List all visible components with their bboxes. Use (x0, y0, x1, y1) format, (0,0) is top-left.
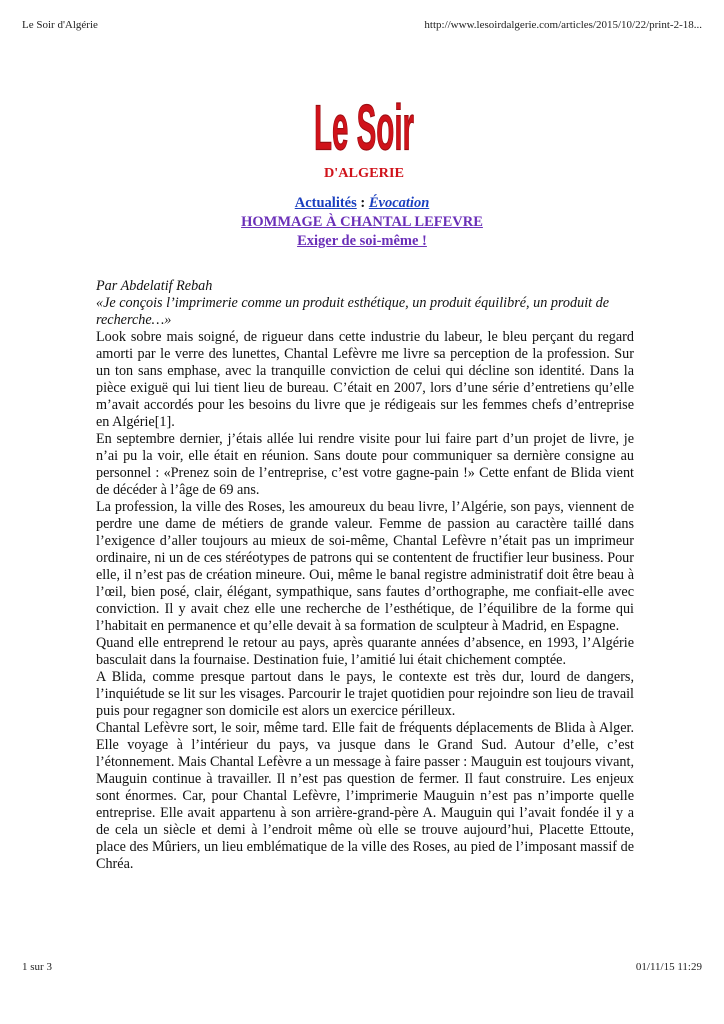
article-quote: «Je conçois l’imprimerie comme un produit esthétique, un produit équilibré, un produit de recherche…» (96, 295, 610, 328)
article-kicker: HOMMAGE À CHANTAL LEFEVRE (241, 214, 483, 230)
print-datetime: 01/11/15 11:29 (635, 961, 702, 973)
print-header (22, 19, 702, 31)
article-author: Par Abdelatif Rebah (96, 278, 213, 294)
logo-sub-text: D'ALGERIE (324, 166, 404, 181)
article-paragraph: En septembre dernier, j’étais allée lui rendre visite pour lui faire part d’un projet de livre, je n’ai pu la voir, elle était en réunion. Sans doute pour communiquer sa dernière consigne au personnel : «Prenez soin de l’entreprise, c’est votre gagne-pain !» Cette enfant de Blida vient de décéder à l’âge de 69 ans. (96, 431, 634, 498)
breadcrumb (0, 194, 724, 213)
article-headings (0, 194, 724, 251)
print-header-url: http://www.lesoirdalgerie.com/articles/2015/10/22/print-2-18... (424, 19, 702, 31)
article-paragraph: A Blida, comme presque partout dans le pays, le contexte est très dur, lourd de dangers, l’inquiétude se lit sur les visages. Parcourir le trajet quotidien pour rejoindre son lieu de travail puis pour regagner son domicile est alors un exercice périlleux. (96, 669, 634, 719)
article-paragraph: Look sobre mais soigné, de rigueur dans cette industrie du labeur, le bleu perçant du regard amorti par le verre des lunettes, Chantal Lefèvre me livre sa perception de la profession. Sur un ton sans emphase, avec la tranquille conviction de celui qui décline son identité. Dans la pièce exiguë qui lui tient lieu de bureau. C’était en 2007, lors d’une série d’entretiens qu’elle m’avait accordés pour les besoins du livre que je rédigeais sur les femmes chefs d’entreprise en Algérie[1]. (96, 329, 634, 430)
subsection-label: Évocation (368, 195, 430, 211)
print-footer (22, 961, 702, 973)
section-link[interactable]: Actualités (294, 195, 357, 211)
article-paragraph: La profession, la ville des Roses, les amoureux du beau livre, l’Algérie, son pays, viennent de perdre une dame de métiers de grande valeur. Femme de passion au caractère taillé dans l’exigence d’aller toujours au mieux de soi-même, Chantal Lefèvre n’était pas un imprimeur ordinaire, ni un de ces stéréotypes de patrons qui se contentent de fructifier leur business. Pour elle, il n’est pas de création mineure. Oui, même le banal registre administratif doit être beau à l’œil, bien posé, clair, élégant, sympathique, sans fautes d’orthographe, me confiait-elle avec conviction. Il y avait chez elle une recherche de l’esthétique, de l’équilibre de la forme qui l’habitait en permanence et qu’elle devait à sa formation de sculpteur à Madrid, en Espagne. (96, 499, 634, 634)
logo-main-text: Le Soir (314, 91, 414, 164)
subsection-link[interactable] (369, 195, 429, 211)
page-number: 1 sur 3 (22, 961, 52, 973)
article-body (96, 278, 634, 873)
print-header-site: Le Soir d'Algérie (22, 19, 98, 31)
newspaper-logo (312, 88, 416, 180)
article-paragraph: Chantal Lefèvre sort, le soir, même tard. Elle fait de fréquents déplacements de Blida à Alger. Elle voyage à l’intérieur du pays, va jusque dans le Grand Sud. Autour d’elle, c’est l’étonnement. Mais Chantal Lefèvre a un message à faire passer : Mauguin est toujours vivant, Mauguin continue à travailler. Il n’est pas question de fermer. Il faut construire. Les enjeux sont énormes. Car, pour Chantal Lefèvre, l’imprimerie Mauguin n’est pas n’importe quelle entreprise. Elle avait appartenu à son arrière-grand-père A. Mauguin qui l’avait fondée il y a de cela un siècle et demi à l’endroit même où elle se trouve aujourd’hui, Placette Ettoute, place des Mûriers, un lieu emblématique de la ville des Roses, au pied de l’imposant massif de Chréa. (96, 720, 634, 872)
article-title: Exiger de soi-même ! (297, 233, 427, 249)
article-paragraph: Quand elle entreprend le retour au pays, après quarante années d’absence, en 1993, l’Algérie basculait dans la fournaise. Destination fuie, l’amitié lui était chichement comptée. (96, 635, 634, 668)
breadcrumb-separator: : (356, 195, 369, 211)
